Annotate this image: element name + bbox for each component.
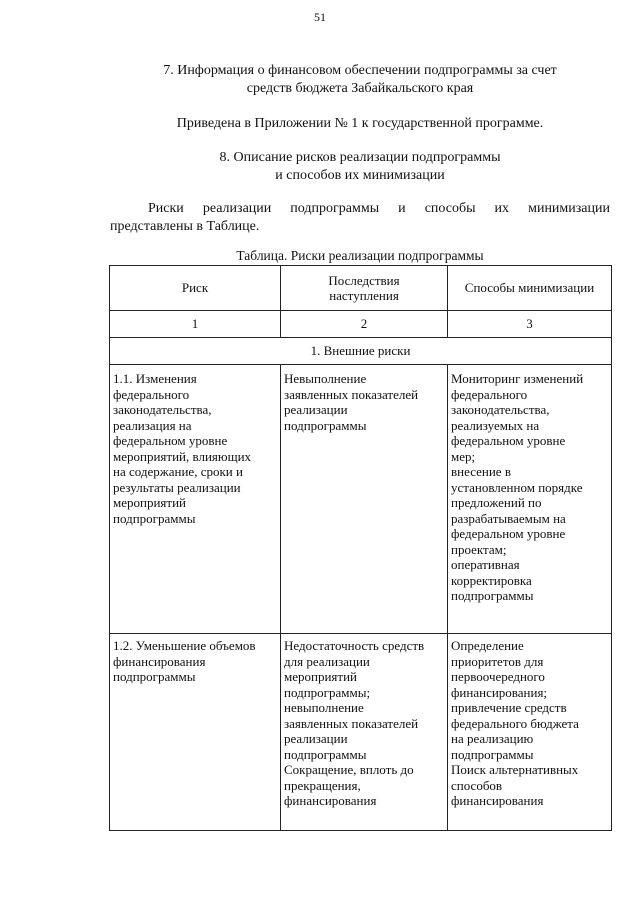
section-8-heading	[110, 149, 610, 185]
risk-cell: 1.1. Изменения федерального законодательства, реализация на федеральном уровне мероприятий, влияющих на содержание, сроки и результаты реализации мероприятий подпрограммы	[110, 365, 281, 634]
section-title-external-risks: 1. Внешние риски	[110, 338, 612, 365]
risk-table	[109, 265, 612, 831]
mitigation-cell: Мониторинг изменений федерального законодательства, реализуемых на федеральном уровне мер; внесение в установленном порядке предложений по разрабатываемым на федеральном уровне проектам; оперативная корректировка подпрограммы	[448, 365, 612, 634]
column-number: 1	[110, 311, 281, 338]
risk-cell: 1.2. Уменьшение объемов финансирования подпрограммы	[110, 634, 281, 831]
mitigation-cell: Определение приоритетов для первоочередного финансирования; привлечение средств федерального бюджета на реализацию подпрограммы Поиск альтернативных способов финансирования	[448, 634, 612, 831]
page-number: 51	[314, 10, 326, 24]
section-row	[110, 338, 612, 365]
column-number: 3	[448, 311, 612, 338]
column-number: 2	[281, 311, 448, 338]
column-number-row	[110, 311, 612, 338]
consequence-cell: Невыполнение заявленных показателей реализации подпрограммы	[281, 365, 448, 634]
section-7-heading	[110, 62, 610, 98]
section-8-paragraph	[110, 200, 610, 236]
section-7-title-line-2: средств бюджета Забайкальского края	[246, 81, 474, 96]
table-row	[110, 634, 612, 831]
section-8-title-line-2: и способов их минимизации	[275, 168, 445, 183]
header-mitigation: Способы минимизации	[448, 266, 612, 311]
section-8-text-line-2: представлены в Таблице.	[110, 219, 260, 234]
table-row	[110, 365, 612, 634]
section-7-title-line-1: 7. Информация о финансовом обеспечении подпрограммы за счет	[163, 63, 557, 78]
header-consequences: Последствия наступления	[281, 266, 448, 311]
table-caption: Таблица. Риски реализации подпрограммы	[236, 248, 484, 263]
section-8-text-line-1: Риски реализации подпрограммы и способы их минимизации	[148, 201, 610, 216]
table-header-row	[110, 266, 612, 311]
consequence-cell: Недостаточность средств для реализации мероприятий подпрограммы; невыполнение заявленных показателей реализации подпрограммы Сокращение, вплоть до прекращения, финансирования	[281, 634, 448, 831]
header-risk: Риск	[110, 266, 281, 311]
section-8-title-line-1: 8. Описание рисков реализации подпрограммы	[219, 150, 501, 165]
section-7-text: Приведена в Приложении № 1 к государственной программе.	[176, 116, 544, 131]
